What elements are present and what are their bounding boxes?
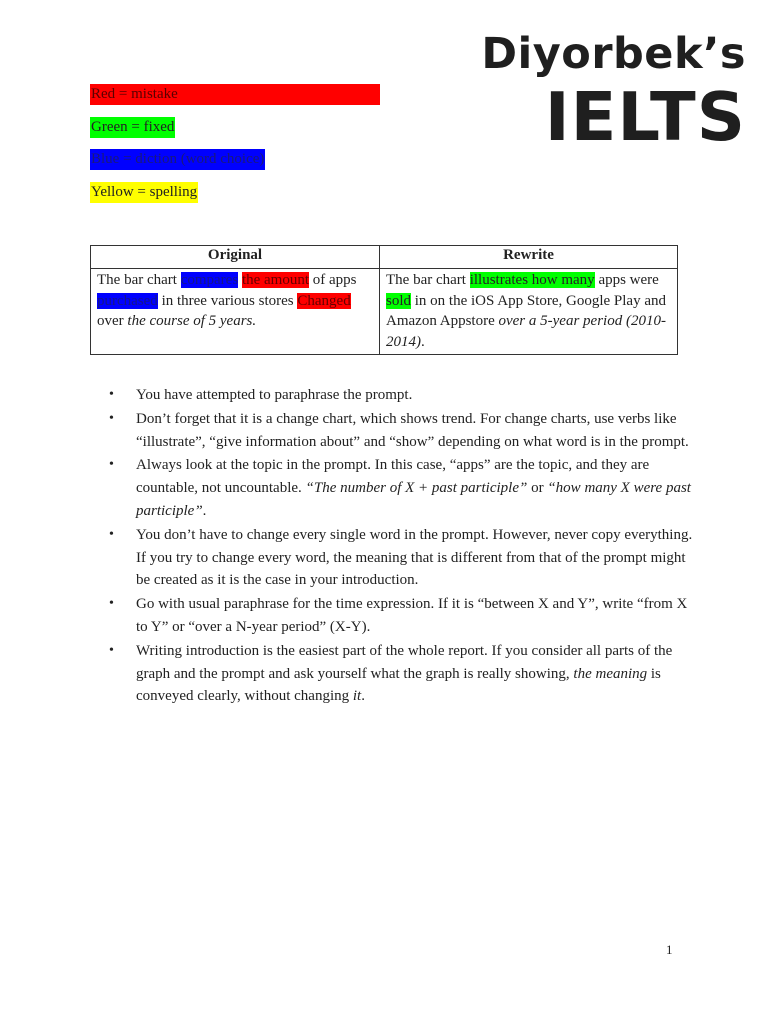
page-number: 1 [666, 942, 673, 957]
legend-blue: Blue = diction (word choice) [90, 149, 380, 182]
list-item: • Writing introduction is the easiest part of the whole report. If you consider all parts of the graph and the prompt and ask yourself what the graph is really showing, the meaning is conveyed clearly, without changing it. [136, 640, 702, 708]
list-item: • Go with usual paraphrase for the time expression. If it is “between X and Y”, write “from X to Y” or “over a N-year period” (X-Y). [136, 593, 702, 639]
header-original: Original [91, 246, 380, 269]
legend-green: Green = fixed [90, 117, 380, 150]
diction-highlight: purchased [97, 292, 158, 309]
list-item: • You have attempted to paraphrase the prompt. [136, 384, 702, 407]
feedback-list [104, 384, 702, 709]
brand-title: IELTS [544, 78, 746, 156]
table-header-row [91, 246, 678, 269]
list-item: • You don’t have to change every single word in the prompt. However, never copy everything. If you try to change every word, the meaning that is different from that of the prompt might be created as it is the case in your introduction. [136, 524, 702, 592]
fixed-highlight: illustrates how many [469, 272, 595, 288]
fixed-highlight: sold [386, 292, 412, 309]
table-row [91, 269, 678, 355]
list-item: • Don’t forget that it is a change chart, which shows trend. For change charts, use verbs like “illustrate”, “give information about” and “show” depending on what word is in the prompt. [136, 408, 702, 454]
mistake-highlight: the amount [241, 272, 310, 288]
brand-logo [481, 28, 746, 154]
rewrite-cell: The bar chart illustrates how many apps were sold in on the iOS App Store, Google Play and Amazon Appstore over a 5-year period (2010-2014). [380, 269, 678, 355]
comparison-table [90, 245, 678, 355]
legend-red: Red = mistake [90, 84, 380, 117]
list-item: • Always look at the topic in the prompt. In this case, “apps” are the topic, and they are countable, not uncountable. “The number of X + past participle” or “how many X were past participle”. [136, 454, 702, 522]
color-legend [90, 84, 380, 214]
mistake-highlight: Changed [297, 292, 351, 309]
diction-highlight: compares [180, 272, 239, 288]
header-rewrite: Rewrite [380, 246, 678, 269]
original-cell: The bar chart compares the amount of apps purchased in three various stores Changed over the course of 5 years. [91, 269, 380, 355]
brand-name: Diyorbek’s [481, 29, 746, 79]
legend-yellow: Yellow = spelling [90, 182, 380, 215]
